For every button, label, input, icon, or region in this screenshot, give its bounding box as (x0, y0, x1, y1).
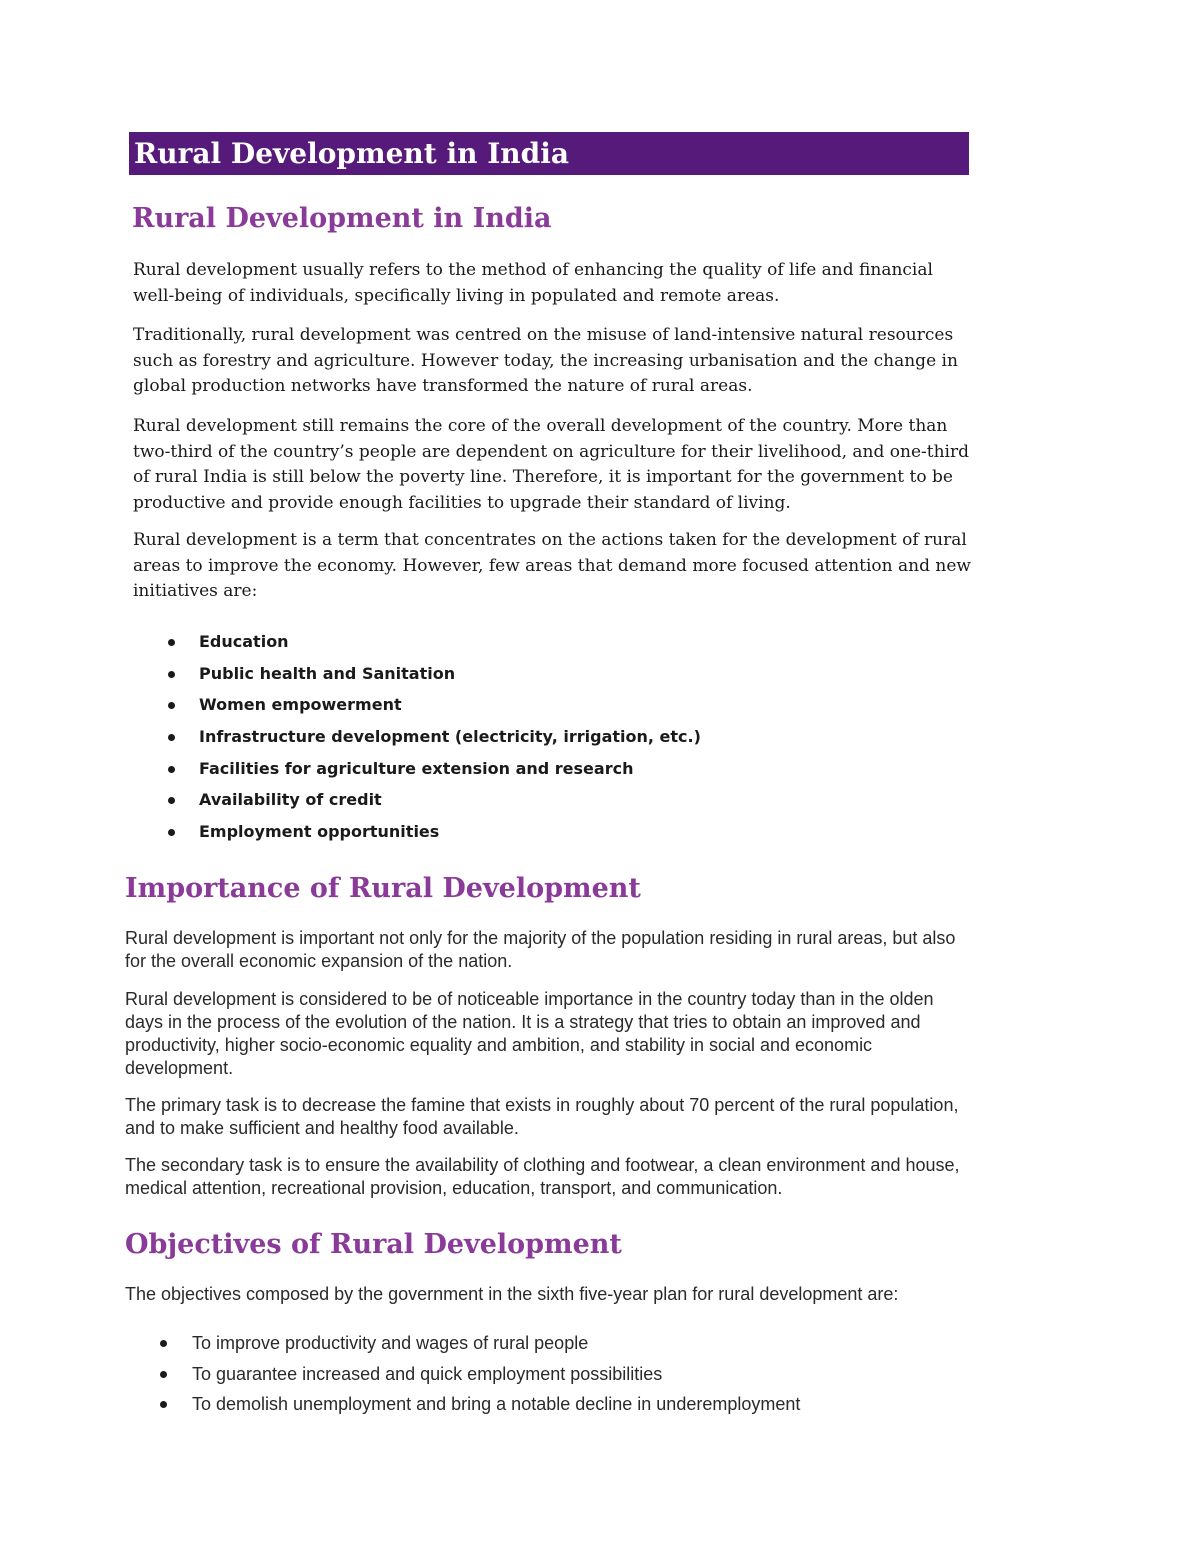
bullet-icon (168, 734, 175, 741)
section-heading-importance: Importance of Rural Development (125, 873, 641, 904)
list-item-label: Availability of credit (199, 790, 382, 810)
intro-paragraph: Rural development usually refers to the method of enhancing the quality of life and financial well-being of individuals, specifically living in populated and remote areas. (133, 260, 933, 306)
list-item-label: To improve productivity and wages of rural people (192, 1333, 589, 1353)
intro-paragraph: Traditionally, rural development was centred on the misuse of land-intensive natural resources such as forestry and agriculture. However today, the increasing urbanisation and the change in global production networks have transformed the nature of rural areas. (133, 325, 958, 396)
list-item (160, 756, 701, 788)
objectives-intro: The objectives composed by the government in the sixth five-year plan for rural development are: (125, 1284, 899, 1304)
list-item-label: To demolish unemployment and bring a notable decline in underemployment (192, 1394, 801, 1414)
section-heading-objectives: Objectives of Rural Development (125, 1229, 622, 1260)
importance-paragraph: Rural development is considered to be of noticeable importance in the country today than in the olden days in the process of the evolution of the nation. It is a strategy that tries to obtain an improved and productivity, higher socio-economic equality and ambition, and stability in social and economic development. (125, 989, 934, 1078)
document-title-banner: Rural Development in India (129, 132, 969, 175)
intro-paragraph: Rural development is a term that concentrates on the actions taken for the development of rural areas to improve the economy. However, few areas that demand more focused attention and new initiatives are: (133, 530, 971, 601)
list-item-label: Women empowerment (199, 695, 402, 715)
bullet-icon (168, 671, 175, 678)
list-item-label: Education (199, 632, 289, 651)
bullet-icon (168, 702, 175, 709)
list-item (160, 724, 701, 756)
bullet-icon (168, 639, 175, 646)
bullet-icon (160, 1371, 167, 1378)
importance-paragraph: The primary task is to decrease the famine that exists in roughly about 70 percent of the rural population, and to make sufficient and healthy food available. (125, 1095, 959, 1138)
section-heading-intro: Rural Development in India (132, 203, 552, 234)
list-item-label: To guarantee increased and quick employment possibilities (192, 1363, 663, 1384)
list-item-label: Employment opportunities (199, 822, 440, 842)
list-item-label: Facilities for agriculture extension and research (199, 758, 634, 778)
list-item (160, 819, 701, 851)
list-item-label: Infrastructure development (electricity, irrigation, etc.) (199, 727, 701, 747)
list-item (160, 787, 701, 819)
bullet-icon (160, 1340, 167, 1347)
objectives-list (155, 1331, 800, 1423)
list-item (155, 1362, 800, 1393)
bullet-icon (160, 1401, 167, 1408)
list-item (160, 692, 701, 724)
focus-areas-list (160, 629, 701, 851)
list-item (155, 1331, 800, 1362)
importance-paragraph: The secondary task is to ensure the availability of clothing and footwear, a clean environment and house, medical attention, recreational provision, education, transport, and communication. (125, 1155, 960, 1198)
list-item (155, 1392, 800, 1423)
bullet-icon (168, 829, 175, 836)
bullet-icon (168, 766, 175, 773)
list-item (160, 629, 701, 661)
intro-paragraph: Rural development still remains the core of the overall development of the country. More than two-third of the country’s people are dependent on agriculture for their livelihood, and one-third of rural India is still below the poverty line. Therefore, it is important for the government to be productive and provide enough facilities to upgrade their standard of living. (133, 416, 969, 513)
bullet-icon (168, 797, 175, 804)
list-item (160, 661, 701, 693)
importance-paragraph: Rural development is important not only for the majority of the population residing in rural areas, but also for the overall economic expansion of the nation. (125, 928, 956, 971)
list-item-label: Public health and Sanitation (199, 663, 456, 683)
